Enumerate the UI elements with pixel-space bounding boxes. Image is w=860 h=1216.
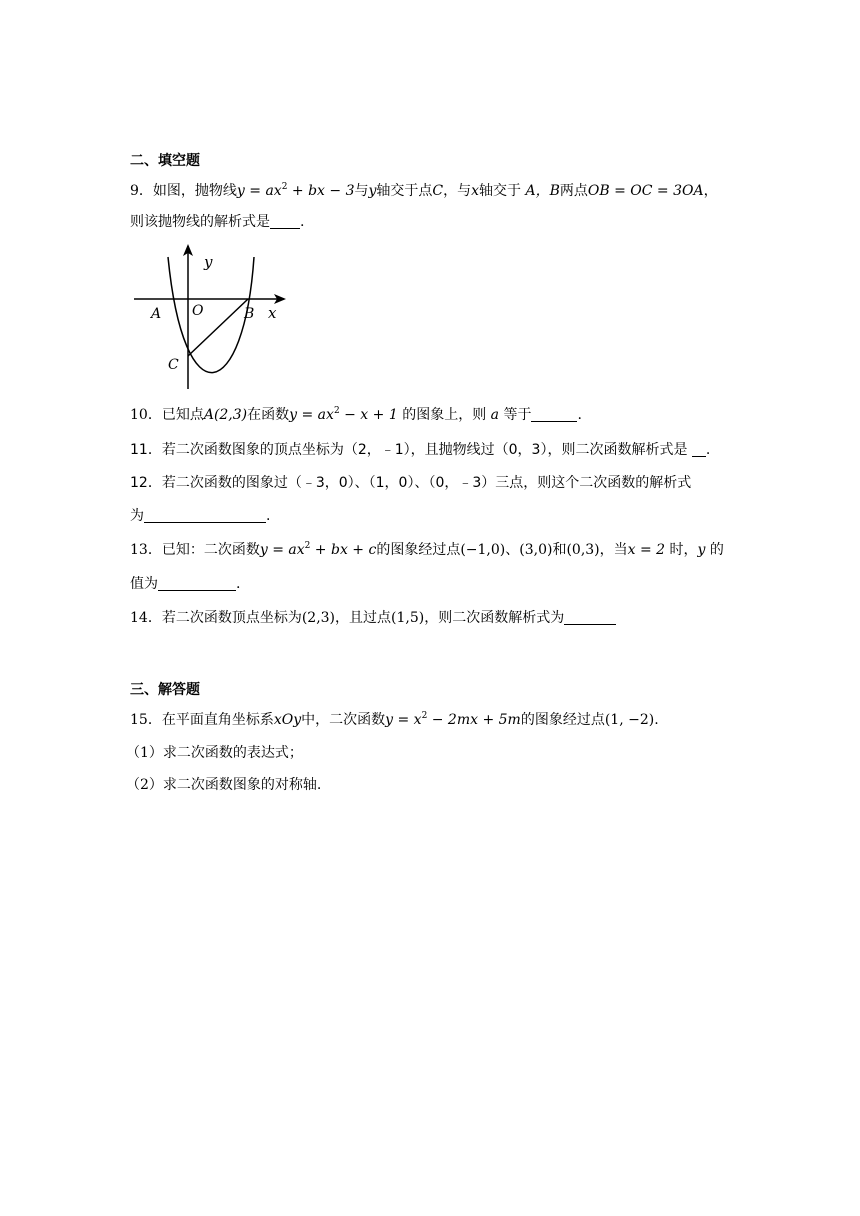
q12-answer-blank[interactable]: [144, 507, 266, 523]
q15-equation: $y = x^2 - 2mx + 5m$: [385, 711, 521, 728]
q9-answer-blank[interactable]: [270, 213, 300, 229]
section-title-fill: 二、填空题: [130, 153, 200, 169]
label-y: y: [204, 253, 213, 271]
question-14: 14．若二次函数顶点坐标为(2,3)，且过点(1,5)，则二次函数解析式为: [130, 608, 616, 628]
label-b: B: [244, 306, 255, 322]
question-15: 15．在平面直角坐标系xOy中，二次函数$y = x^2 - 2mx + 5m$的图象经过点(1, −2).: [130, 711, 659, 728]
q13-number: 13．: [130, 542, 162, 558]
question-11: 11．若二次函数图象的顶点坐标为（2，﹣1），且抛物线过（0，3），则二次函数解析式是 .: [130, 442, 711, 458]
label-x: x: [268, 304, 277, 322]
q14-number: 14．: [130, 610, 162, 626]
question-15-part-2: （2）求二次函数图象的对称轴.: [126, 777, 322, 793]
q13-answer-blank[interactable]: [158, 575, 236, 591]
parabola-figure: [132, 242, 292, 392]
label-c: C: [168, 357, 179, 373]
question-13-line-2: 值为 .: [130, 576, 241, 592]
label-a: A: [151, 306, 162, 322]
question-13-line-1: 13．已知：二次函数$y = ax^2$ + bx + c的图象经过点(−1,0)、(3,0)和(0,3)，当x = 2 时，y 的: [130, 541, 724, 558]
q10-answer-blank[interactable]: [531, 406, 577, 422]
q13-equation: $y = ax^2$ + bx + c: [259, 541, 377, 558]
question-12-line-2: 为 .: [130, 508, 271, 524]
question-15-part-1: （1）求二次函数的表达式；: [126, 745, 303, 761]
question-10: 10．已知点A(2,3)在函数$y = ax^2 - x + 1$ 的图象上，则 a 等于 .: [130, 406, 582, 423]
question-12-line-1: 12．若二次函数的图象过（﹣3，0）、（1，0）、（0，﹣3）三点，则这个二次函数的解析式: [130, 475, 692, 491]
question-9-line-2: 则该抛物线的解析式是 .: [130, 214, 305, 230]
question-9-line-1: 9．如图，抛物线$y = ax^2$ + bx − 3与y轴交于点C，与x轴交于 A，B两点OB = OC = 3OA，: [130, 182, 718, 199]
q9-equation: $y = ax^2$ + bx − 3: [236, 182, 355, 199]
parabola-curve: [168, 257, 254, 373]
q10-equation: $y = ax^2 - x + 1$: [289, 406, 398, 423]
q11-answer-blank[interactable]: [692, 441, 706, 457]
q14-answer-blank[interactable]: [564, 609, 616, 625]
section-title-answer: 三、解答题: [130, 682, 200, 698]
q9-number: 9．: [130, 183, 153, 199]
q10-number: 10．: [130, 407, 162, 423]
label-origin: O: [192, 303, 204, 319]
q15-number: 15．: [130, 712, 162, 728]
